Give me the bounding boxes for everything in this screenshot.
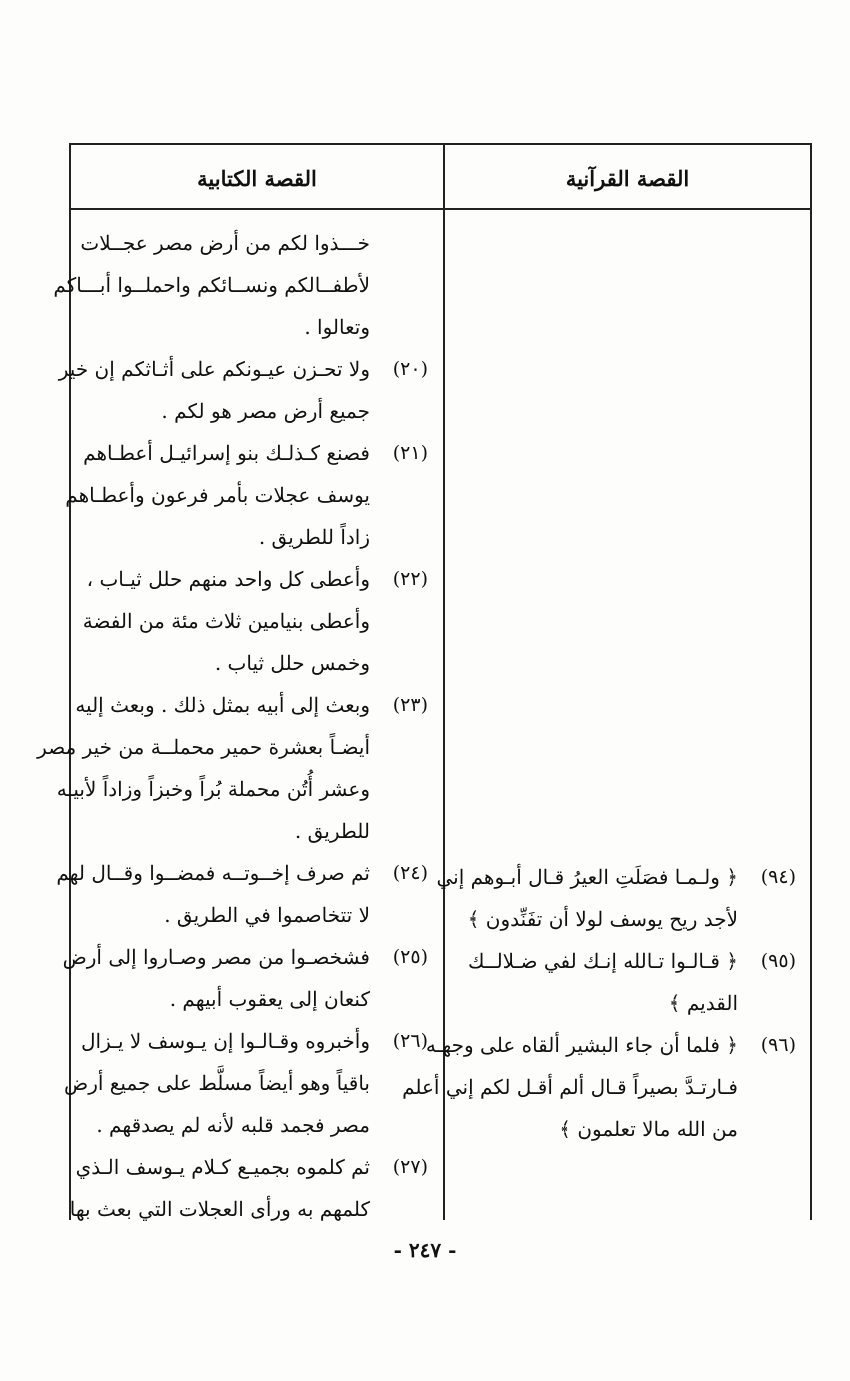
verse-entry xyxy=(58,348,428,432)
verse-entry xyxy=(37,684,428,852)
verse-line: فصنع كـذلـك بنو إسرائيـل أعطـاهم xyxy=(83,441,370,465)
verse-number: (٢٤) xyxy=(392,862,428,884)
verse-line: لأجد ريح يوسف لولا أن تفَنِّدون ﴾ xyxy=(467,907,738,931)
verse-line: ﴿ ولـمـا فصَلَتِ العيرُ قـال أبـوهم إني xyxy=(436,865,738,889)
verse-number: (٢٥) xyxy=(392,946,428,968)
verse-line: يوسف عجلات بأمر فرعون وأعطـاهم xyxy=(65,483,370,507)
verse-number: (٢٣) xyxy=(392,694,428,716)
verse-line: مصر فجمد قلبه لأنه لم يصدقهم . xyxy=(96,1113,370,1137)
verse-line: كنعان إلى يعقوب أبيهم . xyxy=(169,987,370,1011)
verse-line: من الله مالا تعلمون ﴾ xyxy=(559,1117,738,1141)
verse-entry xyxy=(56,852,428,936)
verse-number: (٢٦) xyxy=(392,1030,428,1052)
verse-entry xyxy=(65,432,428,558)
right-column-header: القصة القرآنية xyxy=(565,165,690,191)
verse-line: باقياً وهو أيضاً مسلَّط على جميع أرض xyxy=(64,1071,370,1095)
verse-line: وأعطى بنيامين ثلاث مئة من الفضة xyxy=(82,609,370,633)
verse-line: خـــذوا لكم من أرض مصر عجــلات xyxy=(80,231,370,255)
verse-entry xyxy=(82,558,428,684)
verse-number xyxy=(370,222,428,348)
left-column-header: القصة الكتابية xyxy=(197,165,317,191)
verse-line: ﴿ قـالـوا تـالله إنـك لفي ضـلالــك xyxy=(468,949,738,973)
verse-number: (٢٢) xyxy=(392,568,428,590)
verse-line: وخمس حلل ثياب . xyxy=(214,651,370,675)
verse-line: وأعطى كل واحد منهم حلل ثيـاب ، xyxy=(86,567,370,591)
verse-line: ثم كلموه بجميـع كـلام يـوسف الـذي xyxy=(75,1155,370,1179)
verse-line: زاداً للطريق . xyxy=(258,525,370,549)
table-right-border xyxy=(810,143,812,1220)
verse-line: القديم ﴾ xyxy=(668,991,738,1015)
verse-line: وأخبروه وقـالـوا إن يـوسف لا يـزال xyxy=(80,1029,370,1053)
verse-line: ولا تحـزن عيـونكم على أثـاثكم إن خير xyxy=(58,357,370,381)
verse-line: وعشر أُتُن محملة بُراً وخبزاً وزاداً لأبيـه xyxy=(56,777,370,801)
verse-number: (٩٥) xyxy=(760,950,796,972)
table-top-border xyxy=(69,143,812,145)
verse-line: فـارتـدَّ بصيراً قـال ألم أقـل لكم إني أعلم xyxy=(402,1075,738,1099)
verse-line: ثم صرف إخــوتــه فمضــوا وقــال لهم xyxy=(56,861,370,885)
verse-line: وتعالوا . xyxy=(304,315,370,339)
verse-line: كلمهم به ورأى العجلات التي بعث بها xyxy=(69,1197,370,1221)
verse-line: ﴿ فلما أن جاء البشير ألقاه على وجهـه xyxy=(425,1033,738,1057)
verse-entry xyxy=(62,936,428,1020)
verse-number: (٩٦) xyxy=(760,1034,796,1056)
page-number: - ٢٤٧ - xyxy=(393,1238,457,1262)
verse-line: للطريق . xyxy=(294,819,370,843)
verse-entry xyxy=(436,856,796,940)
verse-number: (٢١) xyxy=(392,442,428,464)
verse-line: وبعث إلى أبيه بمثل ذلك . وبعث إليه xyxy=(75,693,370,717)
verse-number: (٩٤) xyxy=(760,866,796,888)
table-header-divider xyxy=(69,208,812,210)
verse-entry xyxy=(470,940,796,1024)
verse-entry xyxy=(64,1020,428,1146)
verse-line: جميع أرض مصر هو لكم . xyxy=(161,399,370,423)
verse-line: أيضـاً بعشرة حمير محملــة من خير مصر xyxy=(37,735,370,759)
verse-line: لأطفــالكم ونســائكم واحملــوا أبـــاكم xyxy=(53,273,370,297)
verse-number: (٢٧) xyxy=(392,1156,428,1178)
left-column-text xyxy=(37,222,428,1230)
verse-number: (٢٠) xyxy=(392,358,428,380)
verse-line: لا تتخاصموا في الطريق . xyxy=(164,903,370,927)
verse-entry xyxy=(53,222,428,348)
verse-entry xyxy=(69,1146,428,1230)
verse-line: فشخصـوا من مصر وصـاروا إلى أرض xyxy=(62,945,370,969)
